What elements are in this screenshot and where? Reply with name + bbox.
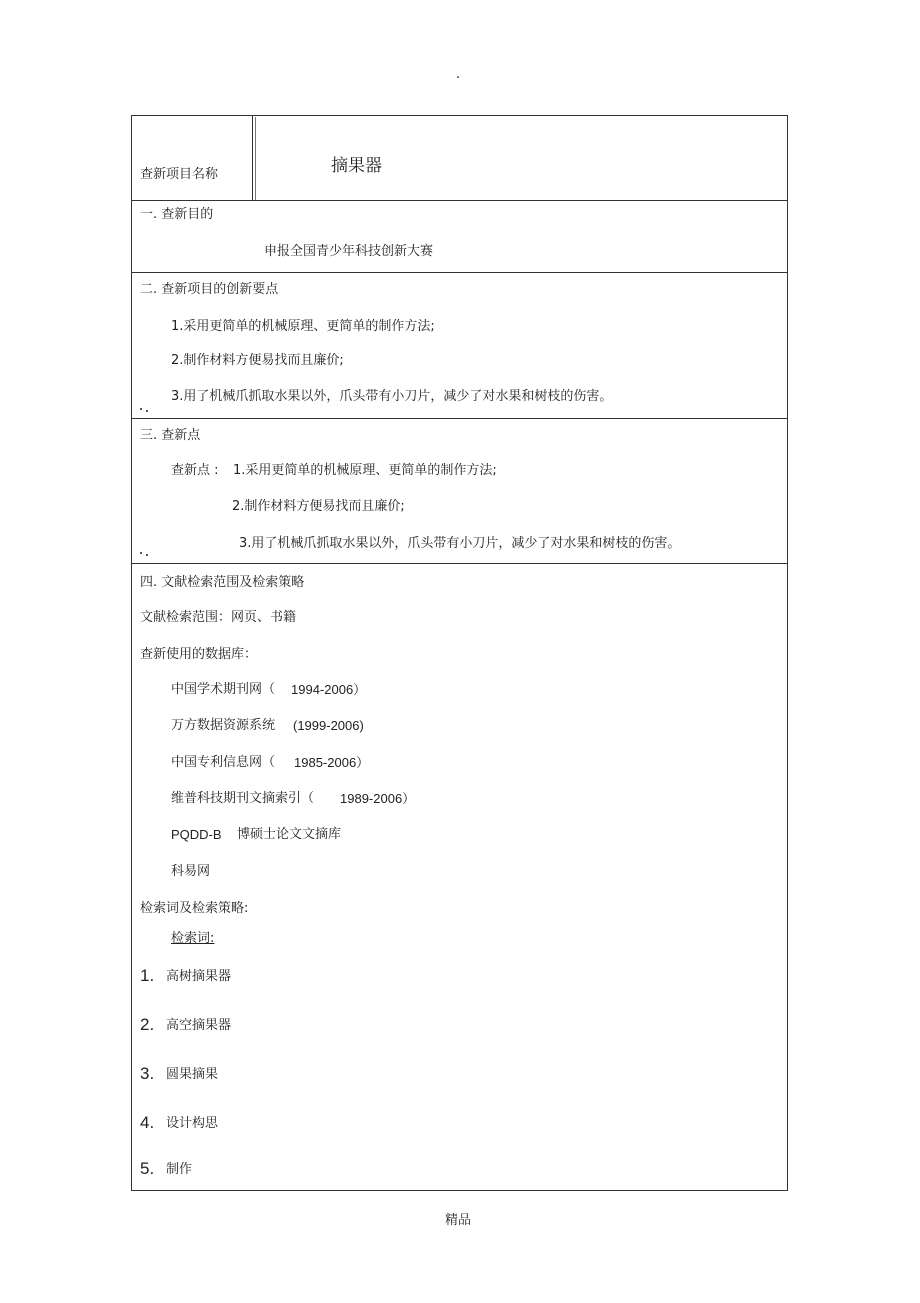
keyword-number: 4. — [140, 1113, 155, 1132]
keyword-text: 圆果摘果 — [166, 1067, 219, 1082]
table-border-bottom — [131, 1190, 788, 1191]
section1-content: 申报全国青少年科技创新大赛 — [264, 244, 434, 259]
section3-title: 三. 查新点 — [140, 428, 201, 443]
section3-prefix: 查新点 : — [171, 463, 219, 478]
database-years: (1999-2006) — [293, 718, 364, 733]
header-mark: . — [456, 67, 461, 82]
database-name: 维普科技期刊文摘索引（ — [171, 791, 315, 806]
search-scope: 文献检索范围：网页、书籍 — [140, 610, 297, 625]
section1-title: 一. 查新目的 — [140, 207, 214, 222]
database-years: 博硕士论文文摘库 — [237, 827, 342, 842]
keyword-text: 设计构思 — [166, 1116, 219, 1131]
footer-text: 精品 — [445, 1213, 472, 1228]
database-name: 中国学术期刊网（ — [171, 682, 276, 697]
section3-item-1: 1.采用更简单的机械原理、更简单的制作方法; — [233, 463, 497, 478]
section4-title: 四. 文献检索范围及检索策略 — [140, 575, 305, 590]
database-name: 万方数据资源系统 — [171, 718, 276, 733]
keyword-text: 高树摘果器 — [166, 969, 232, 984]
scan-mark — [146, 554, 148, 556]
section3-item-3: 3.用了机械爪抓取水果以外，爪头带有小刀片，减少了对水果和树枝的伤害。 — [239, 536, 681, 551]
database-name: 科易网 — [171, 864, 211, 879]
database-years: 1989-2006） — [340, 791, 416, 806]
section2-item-1: 1.采用更简单的机械原理、更简单的制作方法; — [171, 319, 435, 334]
database-name: PQDD-B — [171, 827, 222, 842]
keyword-number: 1. — [140, 966, 155, 985]
keyword-number: 5. — [140, 1159, 155, 1178]
section2-item-3: 3.用了机械爪抓取水果以外，爪头带有小刀片，减少了对水果和树枝的伤害。 — [171, 389, 613, 404]
section3-item-2: 2.制作材料方便易找而且廉价; — [232, 499, 405, 514]
row-divider-3 — [131, 418, 788, 419]
database-label: 查新使用的数据库： — [140, 647, 258, 662]
title-cell-divider-inner — [255, 117, 256, 201]
table-border-right — [787, 115, 788, 1191]
scan-mark — [140, 408, 142, 410]
project-name: 摘果器 — [331, 156, 382, 176]
project-name-label: 查新项目名称 — [140, 167, 219, 182]
database-name: 中国专利信息网（ — [171, 755, 276, 770]
scan-mark — [140, 552, 142, 554]
title-cell-divider — [252, 115, 253, 201]
section2-title: 二. 查新项目的创新要点 — [140, 282, 279, 297]
database-years: 1985-2006） — [294, 755, 370, 770]
keyword-text: 高空摘果器 — [166, 1018, 232, 1033]
keyword-label: 检索词: — [171, 931, 215, 946]
table-border-left — [131, 115, 132, 1191]
database-years: 1994-2006） — [291, 682, 367, 697]
row-divider-4 — [131, 563, 788, 564]
strategy-label: 检索词及检索策略: — [140, 901, 249, 916]
scan-mark — [146, 410, 148, 412]
row-divider-2 — [131, 272, 788, 273]
keyword-text: 制作 — [166, 1162, 193, 1177]
keyword-number: 3. — [140, 1064, 155, 1083]
keyword-number: 2. — [140, 1015, 155, 1034]
table-border-top — [131, 115, 788, 116]
section2-item-2: 2.制作材料方便易找而且廉价; — [171, 353, 344, 368]
row-divider-1 — [131, 200, 788, 201]
